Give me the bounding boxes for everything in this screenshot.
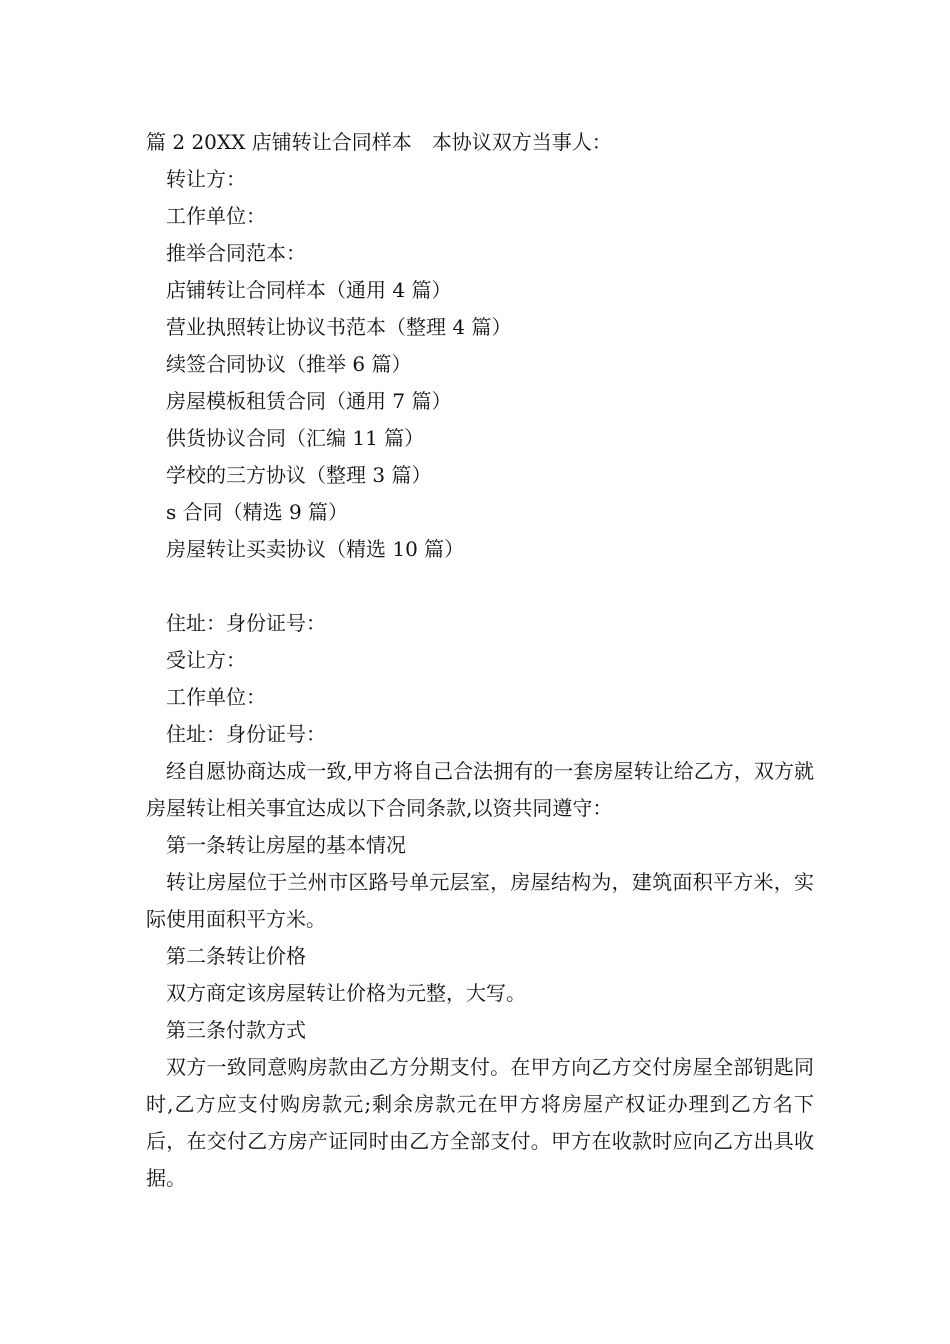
article-3-text: 双方一致同意购房款由乙方分期支付。在甲方向乙方交付房屋全部钥匙同时,乙方应支付购房款元;剩余房款元在甲方将房屋产权证办理到乙方名下后，在交付乙方房产证同时由乙方全部支付。甲方在收款时应向乙方出具收据。: [146, 1055, 814, 1190]
recommend-link[interactable]: 学校的三方协议（整理 3 篇）: [166, 463, 432, 487]
spacer: [146, 568, 814, 605]
work-unit-label: 工作单位：: [166, 204, 266, 228]
address-id-label: 住址：身份证号：: [166, 611, 326, 635]
recommend-link[interactable]: 供货协议合同（汇编 11 篇）: [166, 426, 425, 450]
recommend-title: 推举合同范本：: [166, 241, 306, 265]
document-body: [146, 124, 814, 1197]
intro-paragraph: 经自愿协商达成一致,甲方将自己合法拥有的一套房屋转让给乙方，双方就房屋转让相关事宜达成以下合同条款,以资共同遵守：: [146, 759, 814, 820]
recommend-link[interactable]: 房屋模板租赁合同（通用 7 篇）: [166, 389, 452, 413]
recommend-link[interactable]: 店铺转让合同样本（通用 4 篇）: [166, 278, 452, 302]
document-header-line: 篇 2 20XX 店铺转让合同样本 本协议双方当事人：: [146, 130, 612, 154]
article-1-title: 第一条转让房屋的基本情况: [166, 833, 406, 857]
transferor-label: 转让方：: [166, 167, 246, 191]
article-3-title: 第三条付款方式: [166, 1018, 306, 1042]
work-unit-label: 工作单位：: [166, 685, 266, 709]
recommend-link[interactable]: 房屋转让买卖协议（精选 10 篇）: [166, 537, 465, 561]
recommend-link[interactable]: 续签合同协议（推举 6 篇）: [166, 352, 412, 376]
transferee-label: 受让方：: [166, 648, 246, 672]
article-2-text: 双方商定该房屋转让价格为元整，大写。: [166, 981, 526, 1005]
article-2-title: 第二条转让价格: [166, 944, 306, 968]
address-id-label: 住址：身份证号：: [166, 722, 326, 746]
article-1-text: 转让房屋位于兰州市区路号单元层室，房屋结构为，建筑面积平方米，实际使用面积平方米。: [146, 870, 814, 931]
recommend-link[interactable]: s 合同（精选 9 篇）: [166, 500, 349, 524]
recommend-link[interactable]: 营业执照转让协议书范本（整理 4 篇）: [166, 315, 512, 339]
